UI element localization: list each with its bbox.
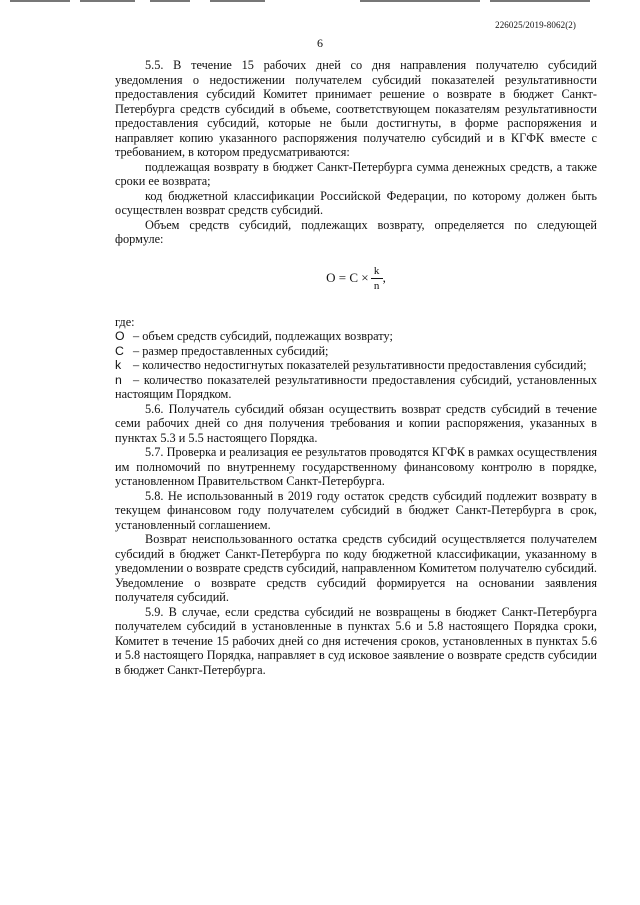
formula — [115, 265, 597, 295]
formula-numerator: k — [373, 264, 380, 277]
paragraph-5-6: 5.6. Получатель субсидий обязан осуществить возврат средств субсидий в течение семи рабочих дней со дня получения требования и копии распоряжения, указанных в пунктах 5.3 и 5.5 настоящего Порядка. — [115, 401, 597, 445]
definition-k — [115, 358, 597, 373]
definition-text: – количество недостигнутых показателей результативности предоставления субсидий; — [133, 358, 587, 372]
paragraph-5-8: 5.8. Не использованный в 2019 году остаток средств субсидий подлежит возврату в текущем финансовом году получателем субсидий в бюджет Санкт-Петербурга в срок, установленный соглашением. — [115, 488, 597, 532]
scan-edge-line — [10, 0, 70, 2]
definition-text: – объем средств субсидий, подлежащих возврату; — [133, 329, 393, 343]
definition-n — [115, 373, 597, 402]
paragraph-5-8-continued: Возврат неиспользованного остатка средств субсидий осуществляется получателем субсидий в бюджет Санкт-Петербурга по коду бюджетной классификации, указанному в уведомлении о возврате средств субсидий, направленном Комитетом получателю субсидий. Уведомление о возврате средств субсидий формируется на основании заявления получателя субсидий. — [115, 532, 597, 604]
scan-edge-line — [150, 0, 190, 2]
definition-text: – количество показателей результативности предоставления субсидий, установленных настоящим Порядком. — [115, 372, 597, 401]
paragraph-5-5-item-1: подлежащая возврату в бюджет Санкт-Петербурга сумма денежных средств, а также сроки ее возврата; — [115, 159, 597, 188]
document-number: 226025/2019-8062(2) — [495, 20, 576, 30]
definition-c — [115, 344, 597, 359]
scan-edge-line — [490, 0, 590, 2]
scan-edge-line — [360, 0, 480, 2]
document-body — [115, 58, 597, 677]
definition-text: – размер предоставленных субсидий; — [133, 343, 329, 358]
formula-tail: , — [382, 269, 386, 285]
paragraph-formula-intro: Объем средств субсидий, подлежащих возврату, определяется по следующей формуле: — [115, 217, 597, 246]
formula-denominator: n — [373, 279, 380, 292]
definition-symbol: k — [115, 358, 122, 372]
scan-edge-line — [210, 0, 265, 2]
where-label: где: — [115, 314, 135, 329]
fraction-bar — [371, 278, 383, 279]
paragraph-5-9: 5.9. В случае, если средства субсидий не возвращены в бюджет Санкт-Петербурга получателем субсидий в установленные в пунктах 5.6 и 5.8 настоящего Порядка сроки, Комитет в течение 15 рабочих дней со дня истечения сроков, установленных в пунктах 5.6 и 5.8 настоящего Порядка, направляет в суд исковое заявление о возврате средств субсидии в бюджет Санкт-Петербурга. — [115, 604, 597, 677]
paragraph-5-7: 5.7. Проверка и реализация ее результатов проводятся КГФК в рамках осуществления им полномочий по внутреннему государственному финансовому контролю в порядке, установленном Правительством Санкт-Петербурга. — [115, 445, 597, 488]
paragraph-5-5: 5.5. В течение 15 рабочих дней со дня направления получателю субсидий уведомления о недостижении получателем субсидий показателей результативности предоставления субсидий Комитет принимает решение о возврате в бюджет Санкт-Петербурга средств субсидий в объеме, соответствующем показателям результативности предоставления субсидий, которые не были достигнуты, в форме распоряжения и направляет копию указанного распоряжения получателю субсидий и в КГФК вместе с требованием, в котором предусматриваются: — [115, 58, 597, 159]
definition-symbol: С — [115, 343, 124, 358]
definition-o — [115, 329, 597, 344]
definition-symbol: О — [115, 329, 125, 343]
scan-edge-line — [80, 0, 135, 2]
paragraph-5-5-item-2: код бюджетной классификации Российской Федерации, по которому должен быть осуществлен возврат средств субсидий. — [115, 188, 597, 217]
definition-symbol: n — [115, 372, 122, 387]
formula-fraction — [371, 265, 383, 292]
formula-lhs: О = С × — [326, 269, 369, 285]
page-number: 6 — [317, 36, 323, 50]
